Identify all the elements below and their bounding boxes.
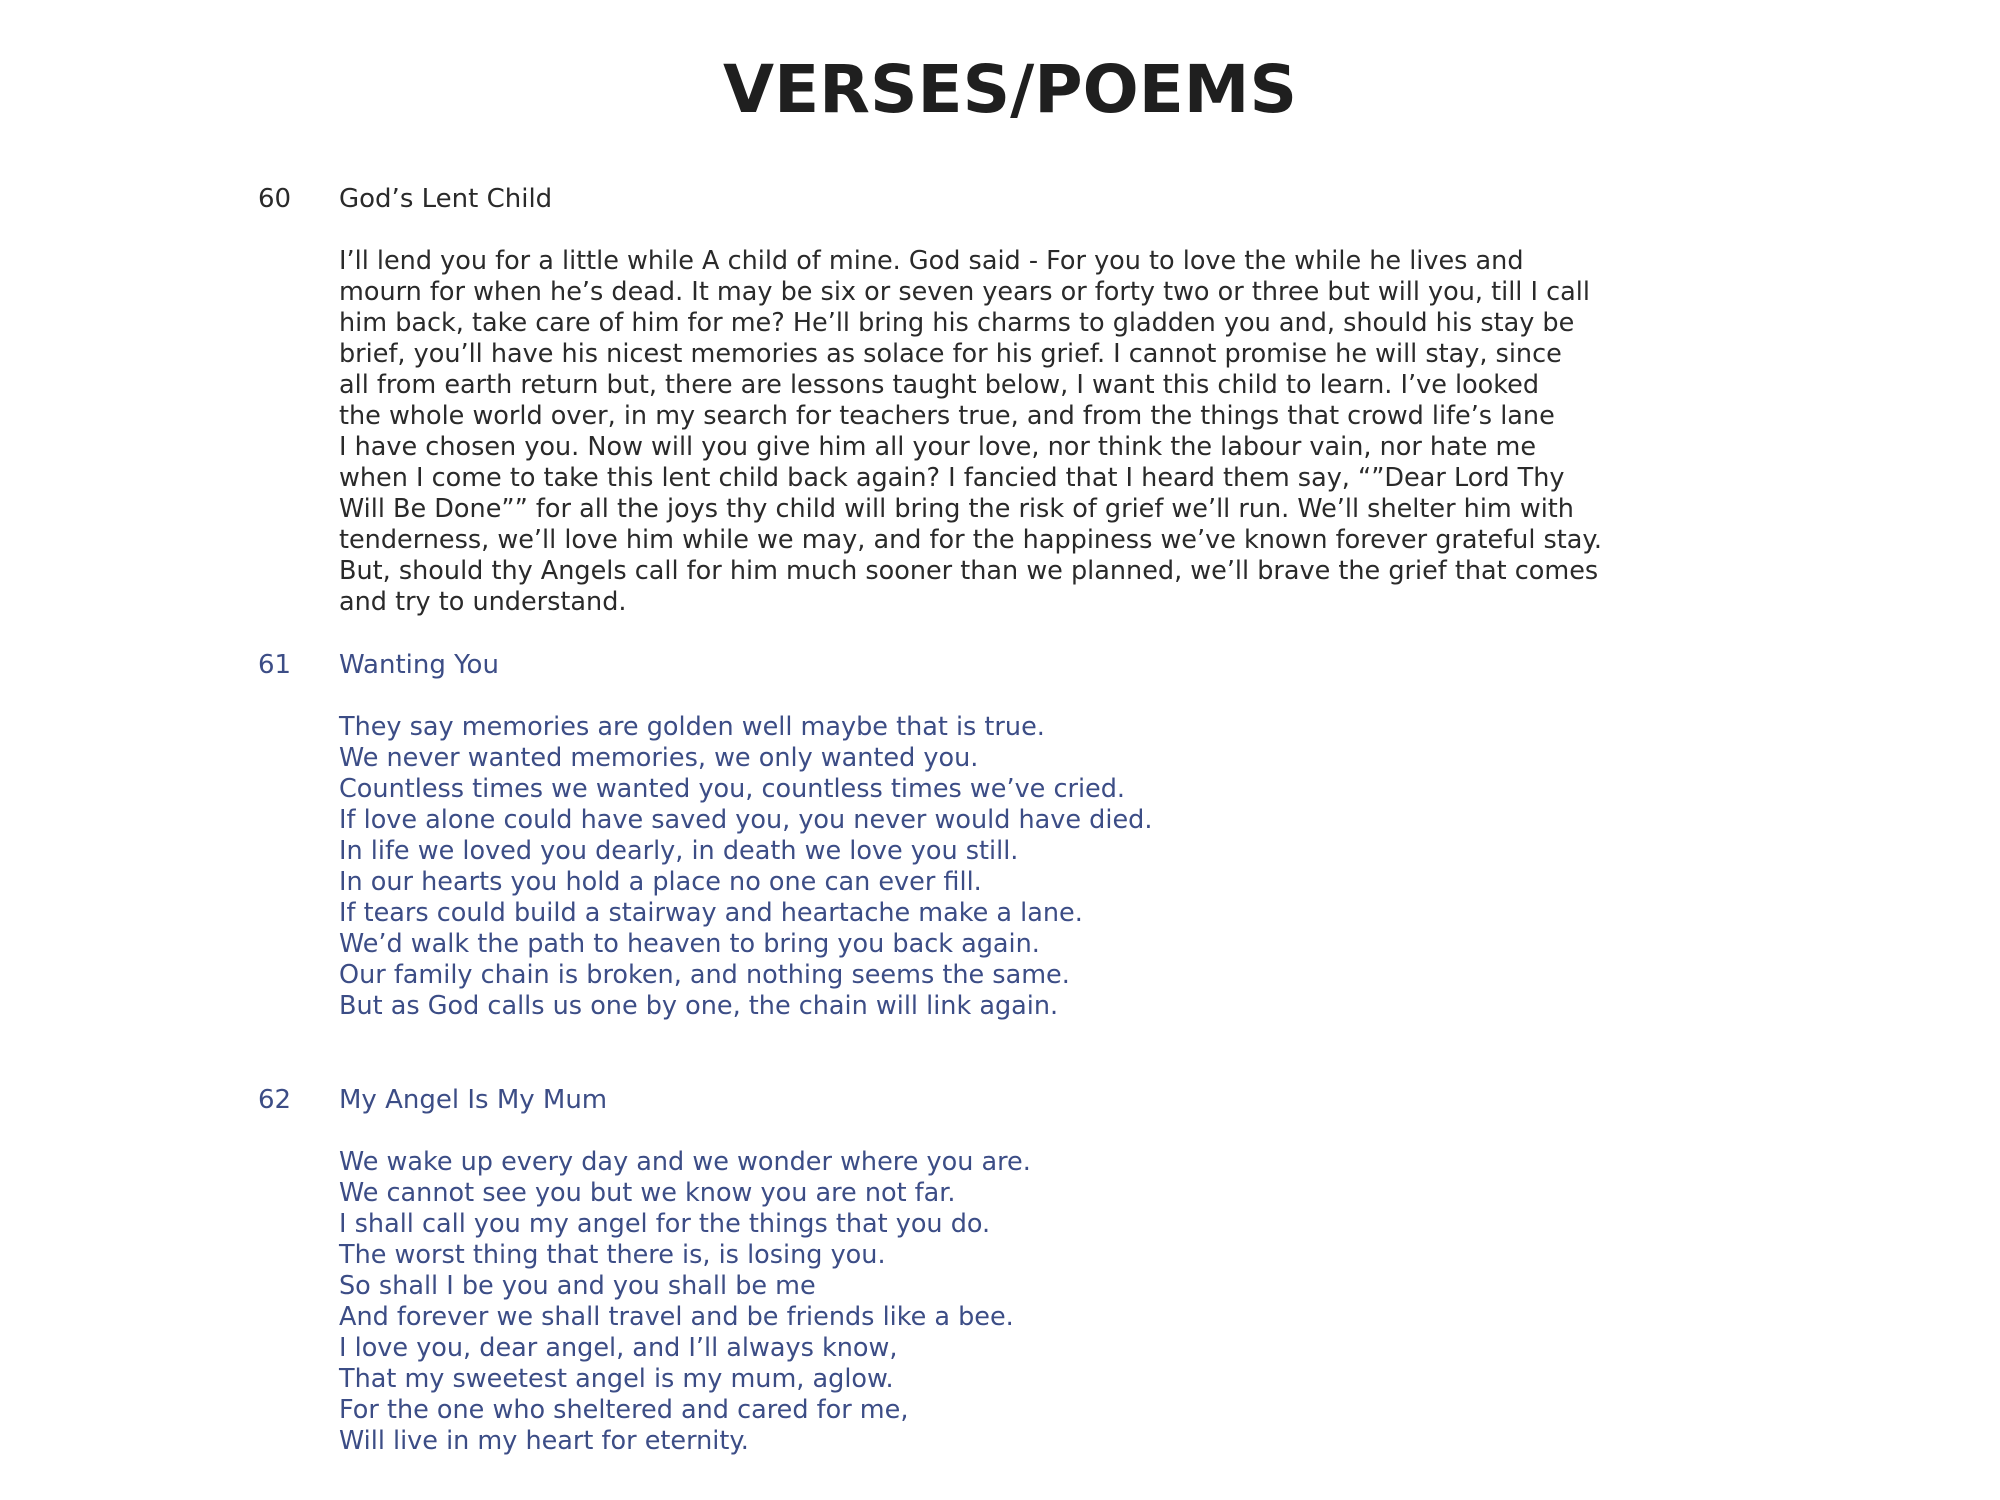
verse-title: My Angel Is My Mum <box>339 1085 608 1115</box>
verse-line: But, should thy Angels call for him much sooner than we planned, we’ll brave the grief that comes <box>339 556 1599 586</box>
verse-line: We never wanted memories, we only wanted you. <box>339 743 979 773</box>
verse-line: The worst thing that there is, is losing you. <box>339 1240 886 1270</box>
verse-body <box>339 1147 1031 1457</box>
verse-line: We’d walk the path to heaven to bring you back again. <box>339 929 1040 959</box>
verse-line: brief, you’ll have his nicest memories as solace for his grief. I cannot promise he will stay, since <box>339 339 1562 369</box>
verse-line: all from earth return but, there are lessons taught below, I want this child to learn. I’ve looked <box>339 370 1540 400</box>
verse-line: I love you, dear angel, and I’ll always know, <box>339 1333 898 1363</box>
verse-line: If tears could build a stairway and heartache make a lane. <box>339 898 1083 928</box>
verse-number: 61 <box>258 650 292 680</box>
verse-line: If love alone could have saved you, you never would have died. <box>339 805 1153 835</box>
verse-line: They say memories are golden well maybe that is true. <box>339 712 1045 742</box>
page-title: VERSES/POEMS <box>722 51 1298 128</box>
verse-line: We wake up every day and we wonder where you are. <box>339 1147 1031 1177</box>
verse-line: I shall call you my angel for the things that you do. <box>339 1209 991 1239</box>
verse-line: We cannot see you but we know you are not far. <box>339 1178 956 1208</box>
verse-line: and try to understand. <box>339 587 627 617</box>
verse-line: Countless times we wanted you, countless times we’ve cried. <box>339 774 1126 804</box>
verse-line: Will Be Done”” for all the joys thy child will bring the risk of grief we’ll run. We’ll shelter him with <box>339 494 1574 524</box>
verse-line: I’ll lend you for a little while A child of mine. God said - For you to love the while he lives and <box>339 246 1524 276</box>
verse-line: In our hearts you hold a place no one can ever fill. <box>339 867 982 897</box>
verse-number: 60 <box>258 184 292 214</box>
verse-line: So shall I be you and you shall be me <box>339 1271 816 1301</box>
verse-line: That my sweetest angel is my mum, aglow. <box>339 1364 894 1394</box>
verse-line: And forever we shall travel and be friends like a bee. <box>339 1302 1014 1332</box>
verse-line: when I come to take this lent child back again? I fancied that I heard them say, “”Dear Lord Thy <box>339 463 1565 493</box>
verse-title: Wanting You <box>339 650 499 680</box>
verse-line: I have chosen you. Now will you give him all your love, nor think the labour vain, nor hate me <box>339 432 1537 462</box>
verse-line: tenderness, we’ll love him while we may, and for the happiness we’ve known forever grateful stay. <box>339 525 1602 555</box>
verse-body <box>339 246 1689 618</box>
verse-line: Our family chain is broken, and nothing seems the same. <box>339 960 1070 990</box>
verse-line: mourn for when he’s dead. It may be six or seven years or forty two or three but will you, till I call <box>339 277 1590 307</box>
verse-line: But as God calls us one by one, the chain will link again. <box>339 991 1059 1021</box>
verse-number: 62 <box>258 1085 292 1115</box>
verse-line: Will live in my heart for eternity. <box>339 1426 749 1456</box>
verse-line: the whole world over, in my search for teachers true, and from the things that crowd life’s lane <box>339 401 1555 431</box>
verse-line: For the one who sheltered and cared for me, <box>339 1395 909 1425</box>
verse-line: him back, take care of him for me? He’ll bring his charms to gladden you and, should his stay be <box>339 308 1575 338</box>
verse-line: In life we loved you dearly, in death we love you still. <box>339 836 1019 866</box>
verse-title: God’s Lent Child <box>339 184 553 214</box>
verse-body <box>339 712 1152 1022</box>
